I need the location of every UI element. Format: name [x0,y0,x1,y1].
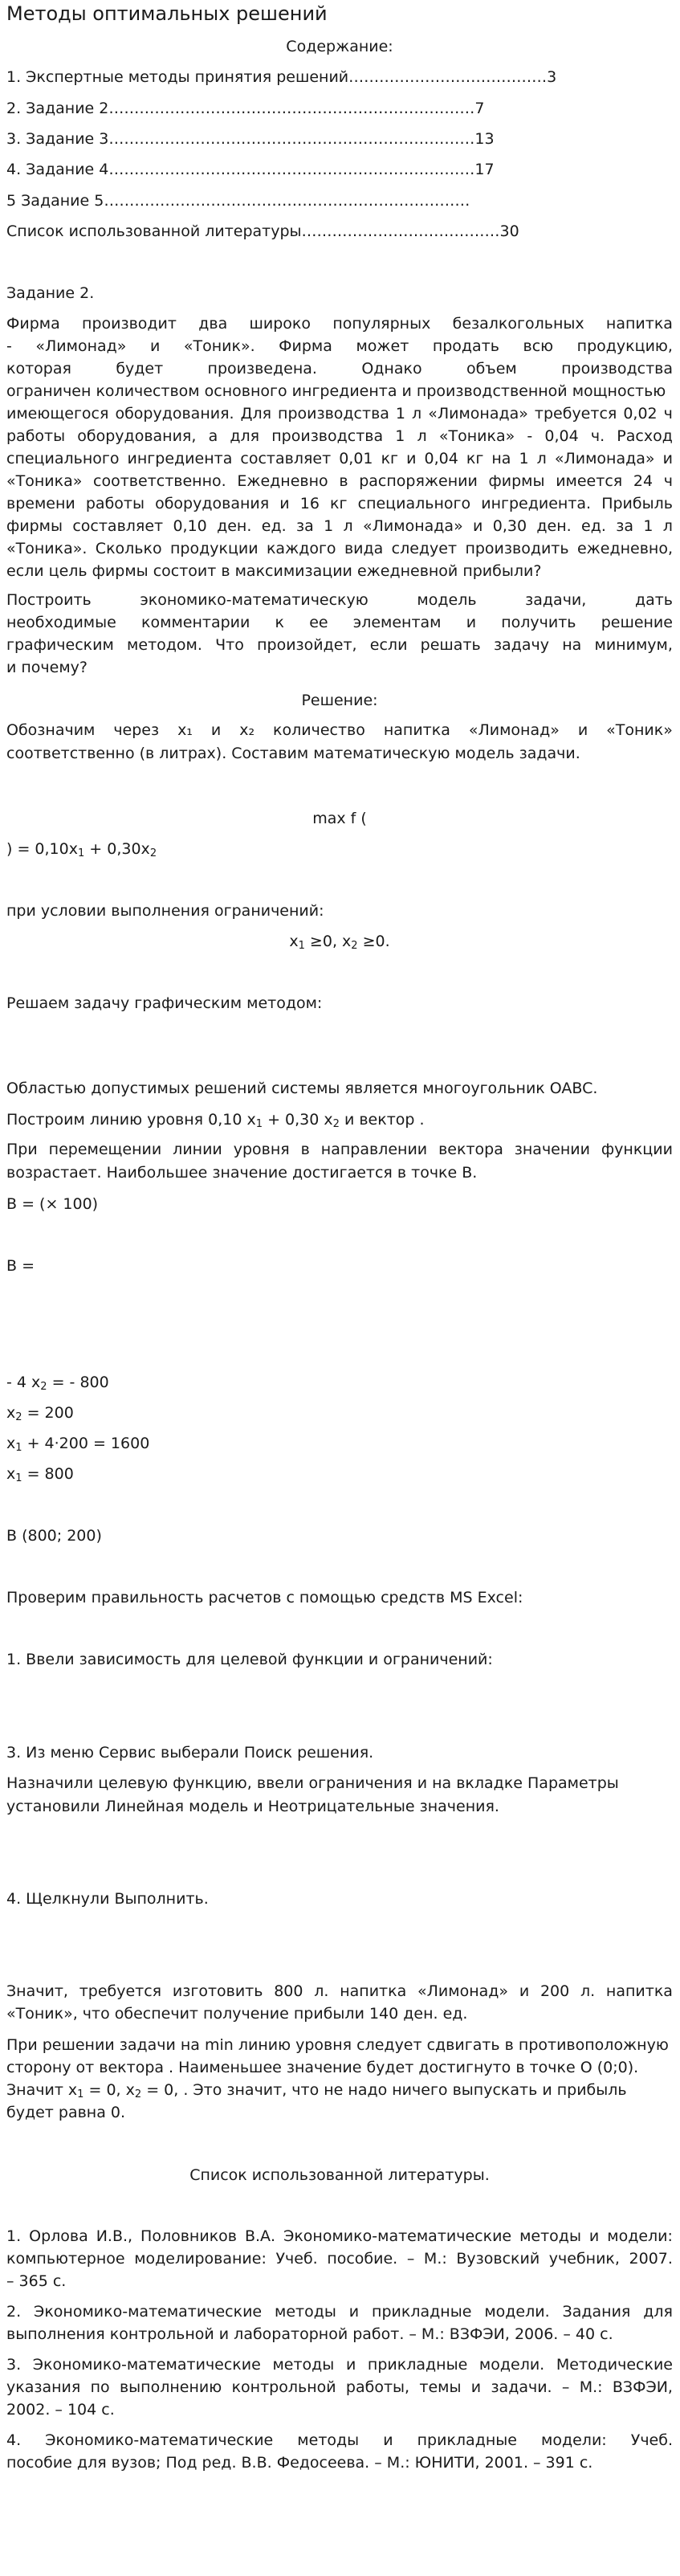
task-question-line: и почему? [6,659,88,676]
word: учебник, [548,2250,620,2268]
word: оборудования. [115,405,234,423]
word: перемещении [48,1141,162,1158]
word: к [275,614,285,631]
toc-item: 4. Задание 4………………………………………………………………17 [6,161,495,178]
word: напитка [340,1982,407,2000]
word: за [616,517,633,535]
task-heading: Задание 2. [6,284,95,302]
word: Учеб. [275,2250,318,2268]
word: ингредиента [127,450,233,467]
word: 1 [643,517,654,535]
word: - [527,427,533,445]
word: и [519,1982,530,2000]
movement-line: возрастает. Наибольшее значение достигается в точке B. [6,1164,478,1182]
word: решение [601,614,673,631]
references-heading: Список использованной литературы. [189,2166,490,2184]
word: методом. [127,636,202,654]
word: экономико-математическую [140,591,369,609]
word: производства [561,360,673,378]
word: специального [357,495,471,512]
word: ден. [536,517,572,535]
word: вида [344,540,384,557]
word: и [662,450,673,467]
reference-line: пособие для вузов; Под ред. В.В. Федосеева. – М.: ЮНИТИ, 2001. – 391 с. [6,2454,593,2472]
document-title: Методы оптимальных решений [6,2,328,25]
word: если [369,636,408,654]
toc-item: Список использованной литературы…………………………………30 [6,222,519,240]
word: «Тоника» [438,427,515,445]
word: 1 [324,517,334,535]
word: Однако [361,360,422,378]
word: распоряжении [359,472,478,490]
task-question-line [6,590,673,610]
word: составляет [240,450,332,467]
word: количество [273,721,365,739]
word: Фирма [279,337,332,355]
word: оборудования, [77,427,197,445]
word: ингредиента. [481,495,592,512]
excel-step-1: 1. Ввели зависимость для целевой функции и ограничений: [6,1651,493,1668]
word: ч [663,472,673,490]
word: специального [6,450,120,467]
word: «Тоник». [183,337,255,355]
word: Половников [140,2227,237,2245]
word: и [470,2378,482,2396]
word: Для [240,405,272,423]
word: 1 [519,450,529,467]
word: оборудования [155,495,270,512]
word: л. [580,1982,596,2000]
task-text-line [6,449,673,468]
word: а [208,427,218,445]
task-text-line [6,314,673,333]
task-text-line [6,539,673,558]
word: Построить [6,591,92,609]
word: методы [519,2227,581,2245]
word: требуется [534,405,617,423]
word: 800 [274,1982,303,2000]
conclusion-line: «Тоник», что обеспечит получение прибыли 140 ден. ед. [6,2005,468,2023]
word: л [536,450,547,467]
word: - [6,337,12,355]
word: и [149,337,161,355]
task-text-line [6,516,673,536]
word: функции [601,1141,673,1158]
word: прикладные [367,2356,468,2374]
word: значении [514,1141,590,1158]
word: времени [6,495,75,512]
word: направлении [320,1141,428,1158]
task-text-line [6,427,673,446]
word: задачу [493,636,549,654]
word: для [230,427,260,445]
word: – [406,2250,415,2268]
word: выполнению [119,2378,222,2396]
calc-line: $x_1 = 800$ [6,1465,74,1484]
word: задачи, [525,591,587,609]
constraints-intro: при условии выполнения ограничений: [6,902,324,920]
word: по [90,2378,110,2396]
word: и [279,495,290,512]
word: л [417,427,427,445]
word: и [466,614,477,631]
word: 2. [6,2303,22,2321]
word: Сколько [95,540,162,557]
word: При [6,1141,38,1158]
word: М.: [423,2250,447,2268]
word: «Лимонад» [35,337,127,355]
task-question-line [6,635,673,655]
word: линии [173,1141,222,1158]
task-text-line: если цель фирмы состоит в максимизации ежедневной прибыли? [6,562,542,580]
reference-line [6,2227,673,2246]
word: Экономико-математические [45,2431,274,2449]
word: на [491,450,511,467]
max-label: max f ( [312,810,367,827]
word: И.В., [96,2227,133,2245]
word: получить [501,614,576,631]
word: прикладные [372,2303,472,2321]
word: напитка [383,721,450,739]
word: модели: [541,2431,607,2449]
word: моделирование: [134,2250,267,2268]
word: дать [634,591,673,609]
word: «Лимонада» [363,517,463,535]
word: модель [417,591,477,609]
word: продать [432,337,499,355]
toc-item: 3. Задание 3………………………………………………………………13 [6,130,495,148]
word: и [345,2356,356,2374]
point-b-result: B (800; 200) [6,1527,102,1545]
word: минимум, [594,636,673,654]
word: кг [466,450,484,467]
word: 0,01 [339,450,373,467]
word: произойдет, [257,636,357,654]
word: «Лимонада» [554,450,655,467]
task-text-line [6,472,673,491]
word: Методические [556,2356,673,2374]
word: следует [391,540,458,557]
word: фирмы [488,472,545,490]
word: два [198,315,228,333]
word: и [473,517,483,535]
word: и [348,2303,360,2321]
word: Значит, [6,1982,68,2000]
calc-line: $x_2 = 200$ [6,1404,74,1423]
word: Расход [617,427,673,445]
reference-line [6,2378,673,2397]
reference-line: 2002. – 104 с. [6,2401,115,2419]
word: М.: [579,2378,603,2396]
word: через [113,721,160,739]
movement-line [6,1140,673,1159]
word: требуется [79,1982,162,2000]
word: комментарии [141,614,250,631]
word: работы [6,427,66,445]
reference-line [6,2302,673,2321]
word: безалкогольных [452,315,584,333]
feasible-region-line: Областью допустимых решений системы является многоугольник OABC. [6,1080,598,1097]
reference-line [6,2431,673,2450]
word: 1 [395,405,406,423]
toc-item: 2. Задание 2………………………………………………………………7 [6,100,485,117]
excel-check-line: Проверим правильность расчетов с помощью средств MS Excel: [6,1589,523,1606]
word: – [561,2378,570,2396]
word: 24 [633,472,654,490]
word: модели. [484,2303,550,2321]
word: темы [419,2378,462,2396]
word: вектора [438,1141,503,1158]
word: в [300,1141,310,1158]
word: за [295,517,314,535]
minimum-line: При решении задачи на min линию уровня следует сдвигать в противоположную [6,2036,669,2054]
word: «Тоника» [6,472,83,490]
word: 200 [540,1982,570,2000]
word: ч [663,405,673,423]
point-b-system: B = [6,1257,35,1275]
word: 2007. [629,2250,673,2268]
point-b-system: B = (× 100) [6,1195,99,1213]
word: Задания [562,2303,631,2321]
word: 0,30 [492,517,527,535]
word: составляет [72,517,164,535]
word: Фирма [6,315,60,333]
word: задачи. [491,2378,552,2396]
word: для [643,2303,673,2321]
word: Обозначим [6,721,96,739]
reference-line: – 365 с. [6,2272,67,2290]
word: производит [82,315,177,333]
solution-intro-line [6,721,673,740]
word: x₂ [239,721,255,739]
word: «Лимонад» [468,721,560,739]
word: может [356,337,409,355]
word: пособие. [327,2250,398,2268]
word: ед. [261,517,287,535]
word: методы [275,2303,336,2321]
word: объем [466,360,517,378]
excel-step-3-desc: установили Линейная модель и Неотрицательные значения. [6,1798,499,1815]
word: фирмы [6,517,63,535]
graphic-method-line: Решаем задачу графическим методом: [6,994,323,1012]
word: Учеб. [630,2431,673,2449]
word: напитка [605,315,673,333]
word: производить [465,540,569,557]
word: Прибыль [601,495,673,512]
word: ВЗФЭИ, [612,2378,673,2396]
minimum-line: Значит $x_1 = 0$, $x_2 = 0$, . Это значит, что не надо ничего выпускать и прибыль [6,2081,627,2100]
word: Экономико-математические [32,2356,261,2374]
word: продукции [169,540,259,557]
word: Вузовский [456,2250,540,2268]
word: продукцию, [576,337,673,355]
word: будет [116,360,164,378]
word: имеющегося [6,405,109,423]
conclusion-line [6,1982,673,2001]
word: Экономико-математические [283,2227,512,2245]
word: напитка [605,1982,673,2000]
toc-heading: Содержание: [286,38,393,55]
word: контрольной [231,2378,336,2396]
word: 16 [299,495,320,512]
word: л. [314,1982,329,2000]
word: ее [309,614,328,631]
level-line: Построим линию уровня 0,10 $x_1 + 0,30$ $x_2$ и вектор . [6,1111,425,1130]
word: и [406,450,417,467]
word: модели: [607,2227,673,2245]
word: кг [330,495,348,512]
word: на [562,636,582,654]
word: широко [249,315,311,333]
word: Что [215,636,244,654]
word: ограничен количеством основного ингредиента и производственной мощностью [6,382,666,400]
word: производства [271,427,384,445]
word: уровня [233,1141,290,1158]
word: Экономико-математические [34,2303,263,2321]
word: популярных [332,315,431,333]
word: методы [272,2356,335,2374]
word: 1 [395,427,405,445]
reference-line [6,2249,673,2268]
word: и [588,2227,600,2245]
word: 0,10 [173,517,207,535]
word: В.А. [244,2227,276,2245]
word: прикладные [417,2431,517,2449]
word: Ежедневно [237,472,328,490]
reference-line: выполнения контрольной и лабораторной работ. – М.: ВЗФЭИ, 2006. – 40 с. [6,2325,613,2343]
word: и [577,721,588,739]
excel-step-3: 3. Из меню Сервис выберали Поиск решения. [6,1744,374,1762]
word: изготовить [172,1982,263,2000]
excel-step-3-desc: Назначили целевую функцию, ввели ограничения и на вкладке Параметры [6,1774,619,1792]
reference-line [6,2355,673,2374]
word: ч. [590,427,605,445]
word: которая [6,360,71,378]
toc-item: 5 Задание 5……………………………………………………………… [6,192,470,210]
task-text-line [6,494,673,513]
excel-step-4: 4. Щелкнули Выполнить. [6,1890,209,1908]
nonnegativity: $x_1 \ge 0$, $x_2 \ge 0$. [289,933,390,952]
word: компьютерное [6,2250,125,2268]
task-question-line [6,613,673,632]
word: x₁ [177,721,193,739]
word: и [383,2431,393,2449]
task-text-line [6,337,673,356]
word: графическим [6,636,114,654]
word: 1. [6,2227,22,2245]
calc-line: $x_1 + 4\cdot 200 = 1600$ [6,1435,150,1454]
word: методы [297,2431,360,2449]
word: производства [278,405,389,423]
word: работы, [345,2378,410,2396]
word: 0,02 [623,405,658,423]
word: соответственно. [93,472,226,490]
word: 4. [6,2431,22,2449]
word: ден. [217,517,252,535]
word: «Лимонад» [417,1982,509,2000]
word: Орлова [29,2227,88,2245]
word: 0,04 [424,450,458,467]
minimum-line: будет равна 0. [6,2104,126,2121]
word: имеется [556,472,623,490]
word: л [662,517,673,535]
task-text-line [6,382,673,401]
minimum-line: сторону от вектора . Наименьшее значение будет достигнуто в точке O (0;0). [6,2059,639,2076]
objective-function: ) = $0,10x_1 + 0,30x_2$ [6,840,157,859]
word: ежедневно, [576,540,673,557]
task-text-line [6,404,673,423]
word: л [343,517,353,535]
word: элементам [352,614,442,631]
word: ед. [581,517,606,535]
word: произведена. [207,360,317,378]
word: указания [6,2378,81,2396]
word: «Тоника». [6,540,88,557]
word: всю [523,337,554,355]
word: 3. [6,2356,22,2374]
solution-intro-line: соответственно (в литрах). Составим математическую модель задачи. [6,745,580,762]
word: модели. [478,2356,545,2374]
word: «Тоник» [606,721,673,739]
solution-heading: Решение: [301,692,378,709]
word: решать [420,636,481,654]
word: 0,04 [544,427,579,445]
word: в [339,472,348,490]
toc-item: 1. Экспертные методы принятия решений…………………………………3 [6,68,557,86]
word: кг [381,450,399,467]
task-text-line [6,359,673,378]
word: каждого [266,540,336,557]
word: работы [85,495,145,512]
word: л [412,405,422,423]
calc-line: - 4 $x_2$ = - 800 [6,1374,109,1393]
word: «Лимонада» [428,405,528,423]
word: и [210,721,222,739]
word: необходимые [6,614,116,631]
